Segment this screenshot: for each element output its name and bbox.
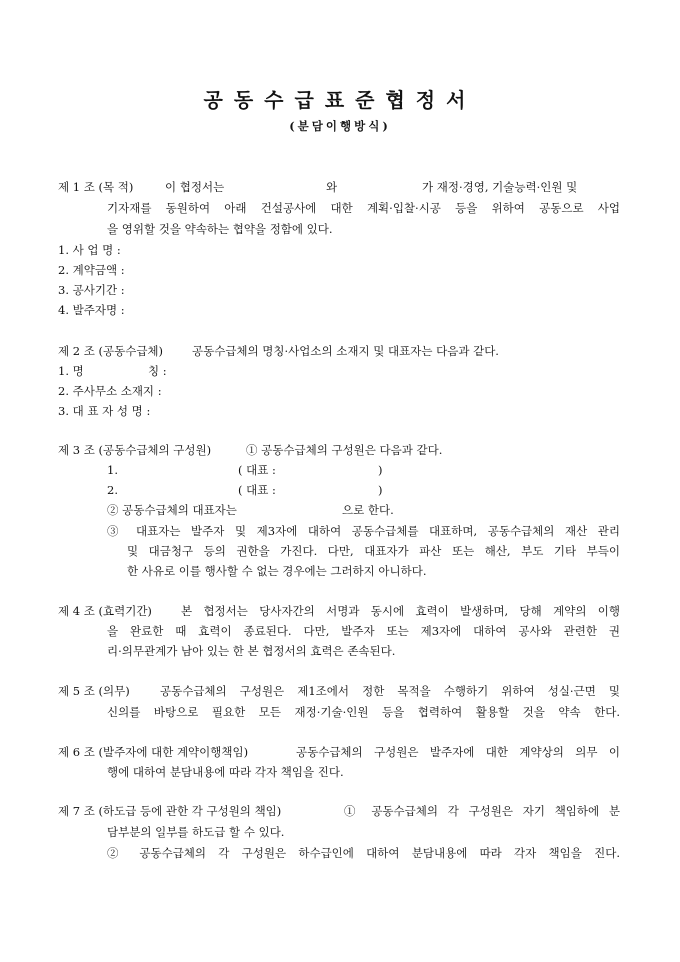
art3-member1-rep-close: ) (378, 463, 383, 477)
art3-head: 제 3 조 (공동수급체의 구성원) (58, 443, 212, 457)
art4-head: 제 4 조 (효력기간) (58, 604, 152, 618)
art1-item1: 1. 사 업 명 : (58, 243, 121, 257)
art1-item2: 2. 계약금액 : (58, 263, 125, 277)
art4-line1: 본 협정서는 당사자간의 서명과 동시에 효력이 발생하며, 당해 계약의 이행 (181, 604, 620, 618)
art2-head: 제 2 조 (공동수급체) (58, 344, 164, 358)
art5-head: 제 5 조 (의무) (58, 684, 130, 698)
art3-member2-rep-open: ( 대표 : (238, 483, 276, 497)
art3-member1-rep-open: ( 대표 : (238, 463, 276, 477)
art1-head: 제 1 조 (목 적) (58, 180, 134, 194)
art6-line2: 행에 대하여 분담내용에 따라 각자 책임을 진다. (107, 765, 344, 779)
art3-para2b: 으로 한다. (342, 503, 394, 517)
art1-line2: 기자재를 동원하여 아래 건설공사에 대한 계획·입찰·시공 등을 위하여 공동으로 사업 (107, 201, 620, 215)
art3-member1-num: 1. (107, 463, 118, 477)
art5-line1: 공동수급체의 구성원은 제1조에서 정한 목적을 수행하기 위하여 성실·근면 및 (160, 684, 620, 698)
art3-para3-line2: 및 대금청구 등의 권한을 가진다. 다만, 대표자가 파산 또는 해산, 부도 기타 부득이 (127, 544, 620, 558)
art3-para3-line3: 한 사유로 이를 행사할 수 없는 경우에는 그러하지 아니하다. (127, 564, 427, 578)
document-title: 공동수급표준협정서 (203, 88, 477, 112)
art7-line1: ① 공동수급체의 각 구성원은 자기 책임하에 분 (344, 804, 620, 818)
art7-head: 제 7 조 (하도급 등에 관한 각 구성원의 책임) (58, 804, 282, 818)
art3-line1: ① 공동수급체의 구성원은 다음과 같다. (246, 443, 443, 457)
art3-member2-num: 2. (107, 483, 118, 497)
art6-head: 제 6 조 (발주자에 대한 계약이행책임) (58, 745, 249, 759)
art4-line2: 을 완료한 때 효력이 종료된다. 다만, 발주자 또는 제3자에 대하여 공사와 관련한 권 (107, 624, 620, 638)
art6-line1: 공동수급체의 구성원은 발주자에 대한 계약상의 의무 이 (296, 745, 620, 759)
art3-para3-line1: ③ 대표자는 발주자 및 제3자에 대하여 공동수급체를 대표하며, 공동수급체의 재산 관리 (107, 524, 620, 538)
art1-item4: 4. 발주자명 : (58, 303, 125, 317)
art2-item2: 2. 주사무소 소재지 : (58, 384, 162, 398)
art2-item3: 3. 대 표 자 성 명 : (58, 404, 151, 418)
document-subtitle: (분담이행방식) (289, 119, 391, 133)
art1-line3: 을 영위할 것을 약속하는 협약을 정함에 있다. (107, 222, 333, 236)
art4-line3: 리·의무관계가 남아 있는 한 본 협정서의 효력은 존속된다. (107, 644, 396, 658)
art3-member2-rep-close: ) (378, 483, 383, 497)
art2-item1a: 1. 명 (58, 364, 84, 378)
art1-line1b: 와 (326, 180, 338, 194)
art7-line3: ② 공동수급체의 각 구성원은 하수급인에 대하여 분담내용에 따라 각자 책임을 진다. (107, 846, 620, 860)
art1-line1c: 가 재정·경영, 기술능력·인원 및 (422, 180, 578, 194)
art2-item1b: 칭 : (148, 364, 167, 378)
art2-line1: 공동수급체의 명칭·사업소의 소재지 및 대표자는 다음과 같다. (192, 344, 499, 358)
art3-para2a: ② 공동수급체의 대표자는 (107, 503, 237, 517)
art7-line2: 담부분의 일부를 하도급 할 수 있다. (107, 825, 285, 839)
art1-line1a: 이 협정서는 (165, 180, 225, 194)
art5-line2: 신의를 바탕으로 필요한 모든 재정·기술·인원 등을 협력하여 활용할 것을 약속 한다. (107, 705, 620, 719)
art1-item3: 3. 공사기간 : (58, 283, 125, 297)
